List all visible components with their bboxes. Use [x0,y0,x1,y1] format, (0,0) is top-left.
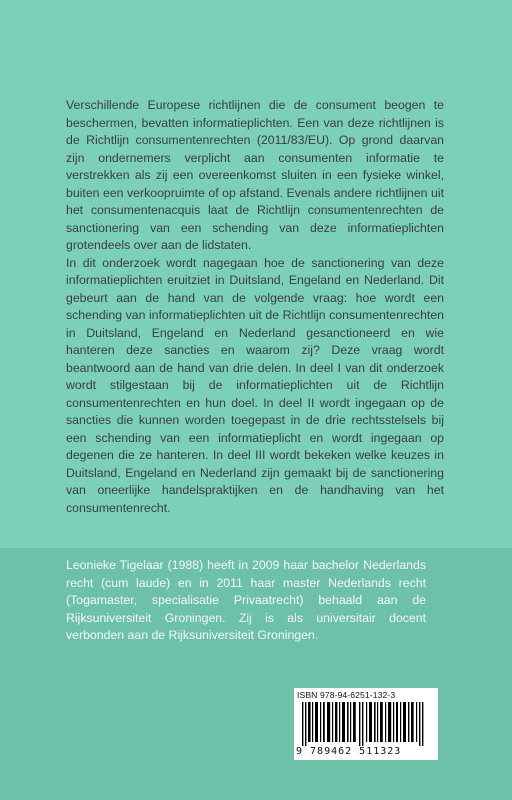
isbn-label: ISBN 978-94-6251-132-3 [297,690,396,700]
blurb-paragraph-2: In dit onderzoek wordt nagegaan hoe de sanctionering van deze informatieplichten eruitziet in Duitsland, Engeland en Nederland. Dit gebeurt aan de hand van de volgende vraag: hoe wordt een schending van informatieplichten uit de Richtlijn consumentenrechten in Duitsland, Engeland en Nederland gesanctioneerd en wie hanteren deze sancties en waarom zij? Deze vraag wordt beantwoord aan de hand van drie delen. In deel I van dit onderzoek wordt stilgestaan bij de informatieplichten uit de Richtlijn consumentenrechten en hun doel. In deel II wordt ingegaan op de sancties die kunnen worden toegepast in de drie rechtsstelsels bij een schending van een informatieplicht en wordt ingegaan op degenen die ze hanteren. In deel III wordt bekeken welke keuzes in Duitsland, Engeland en Nederland zijn gemaakt bij de sanctionering van oneerlijke handelspraktijken en de handhaving van het consumentenrecht. [66,255,444,515]
isbn-barcode [294,688,438,760]
author-bio: Leonieke Tigelaar (1988) heeft in 2009 haar bachelor Nederlands recht (cum laude) en in 2011 haar master Nederlands recht (Togamaster, specialisatie Privaatrecht) behaald aan de Rijksuniversiteit Groningen. Zij is als universitair docent verbonden aan de Rijksuniversiteit Groningen. [66,558,426,642]
back-cover-blurb [66,97,444,517]
barcode-bars [298,702,432,746]
blurb-paragraph-1: Verschillende Europese richtlijnen die de consument beogen te beschermen, bevatten informatieplichten. Een van deze richtlijnen is de Richtlijn consumentenrechten (2011/83/EU). Op grond daarvan zijn ondernemers verplicht aan consumenten informatie te verstrekken als zij een overeenkomst sluiten in een fysieke winkel, buiten een verkoopruimte of op afstand. Evenals andere richtlijnen uit het consumentenacquis laat de Richtlijn consumentenrechten de sanctionering van een schending van deze informatieplichten grotendeels over aan de lidstaten. [66,98,444,252]
barcode-digits: 9 789462 511323 [296,746,402,757]
